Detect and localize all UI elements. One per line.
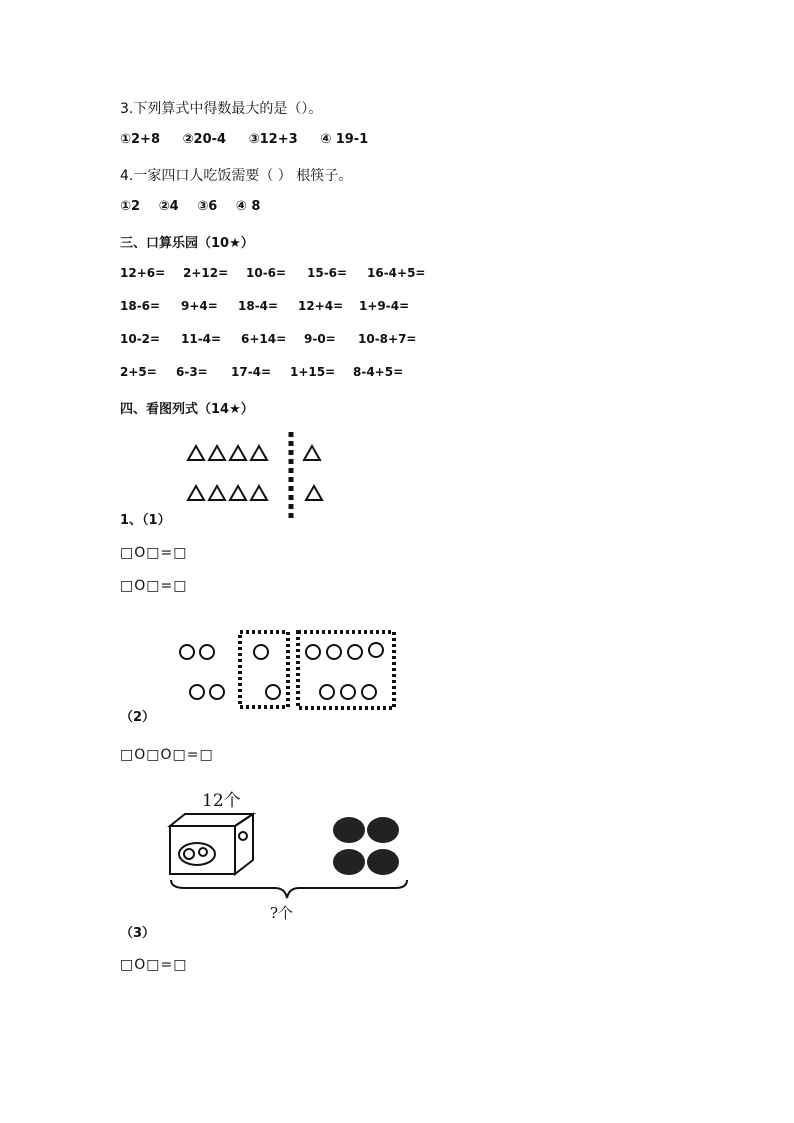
calc-item: 16-4+5= [367,266,426,280]
figure-2-label: （2） [120,710,156,725]
q3-option-1[interactable]: ①2+8 [120,132,160,147]
circle-shape [190,685,204,699]
answer-equation-1a[interactable]: □O□=□ [120,545,188,561]
calc-item: 12+4= [298,299,344,313]
calc-item: 8-4+5= [353,365,404,379]
answer-equation-2[interactable]: □O□O□=□ [120,747,214,763]
circle-shape [210,685,224,699]
circle-shape [180,645,194,659]
calc-item: 2+5= [120,365,157,379]
circle-shape [327,645,341,659]
calc-item: 11-4= [181,332,222,346]
calc-item: 12+6= [120,266,166,280]
figure-3-total-label: 12个 [202,791,241,811]
q4-option-4[interactable]: ④ 8 [235,199,261,214]
circle-shape [200,645,214,659]
ball-icons [333,817,399,875]
calc-item: 10-8+7= [358,332,417,346]
calc-item: 1+15= [290,365,336,379]
triangle-shape [251,446,267,460]
figure-1-label: 1、（1） [120,513,171,528]
triangle-shape [304,446,320,460]
q4-option-1[interactable]: ①2 [120,199,141,214]
answer-equation-3[interactable]: □O□=□ [120,957,188,973]
figure-1-triangles [180,428,340,524]
triangle-shape [209,486,225,500]
section-4-title: 四、看图列式（14★） [120,402,254,417]
section-3-title: 三、口算乐园（10★） [120,236,254,251]
circle-shape [341,685,355,699]
q3-option-4[interactable]: ④ 19-1 [320,132,369,147]
circle-shape [306,645,320,659]
total-brace [171,880,407,898]
calc-item: 18-6= [120,299,161,313]
triangle-shape [230,446,246,460]
question-4-options [120,199,278,214]
triangle-shape [251,486,267,500]
calc-item: 15-6= [307,266,348,280]
calc-item: 6-3= [176,365,208,379]
triangle-shape [230,486,246,500]
triangle-shape [209,446,225,460]
circle-shape [320,685,334,699]
question-3-prompt: 3.下列算式中得数最大的是（）。 [120,101,323,117]
circle-shape [369,643,383,657]
calc-item: 9+4= [181,299,218,313]
figure-2-circles [175,622,405,714]
q4-option-3[interactable]: ③6 [197,199,218,214]
calc-item: 1+9-4= [359,299,410,313]
question-4-prompt: 4.一家四口人吃饭需要（ ） 根筷子。 [120,168,353,184]
triangle-shape [306,486,322,500]
calc-item: 2+12= [183,266,229,280]
calc-item: 18-4= [238,299,279,313]
calc-item: 10-2= [120,332,161,346]
calc-item: 6+14= [241,332,287,346]
circle-shape [348,645,362,659]
calc-item: 17-4= [231,365,272,379]
circle-shape [362,685,376,699]
question-3-options [120,132,386,147]
triangle-shape [188,486,204,500]
dotted-box [240,632,288,707]
q3-option-2[interactable]: ②20-4 [182,132,227,147]
circle-shape [266,685,280,699]
triangle-shape [188,446,204,460]
figure-3-box-and-balls [165,806,415,906]
circle-shape [254,645,268,659]
answer-equation-1b[interactable]: □O□=□ [120,578,188,594]
calc-item: 10-6= [246,266,287,280]
figure-3-label: （3） [120,926,156,941]
calc-item: 9-0= [304,332,336,346]
figure-3-question-label: ?个 [270,904,294,922]
q3-option-3[interactable]: ③12+3 [248,132,298,147]
q4-option-2[interactable]: ②4 [158,199,179,214]
box-icon [170,814,253,874]
